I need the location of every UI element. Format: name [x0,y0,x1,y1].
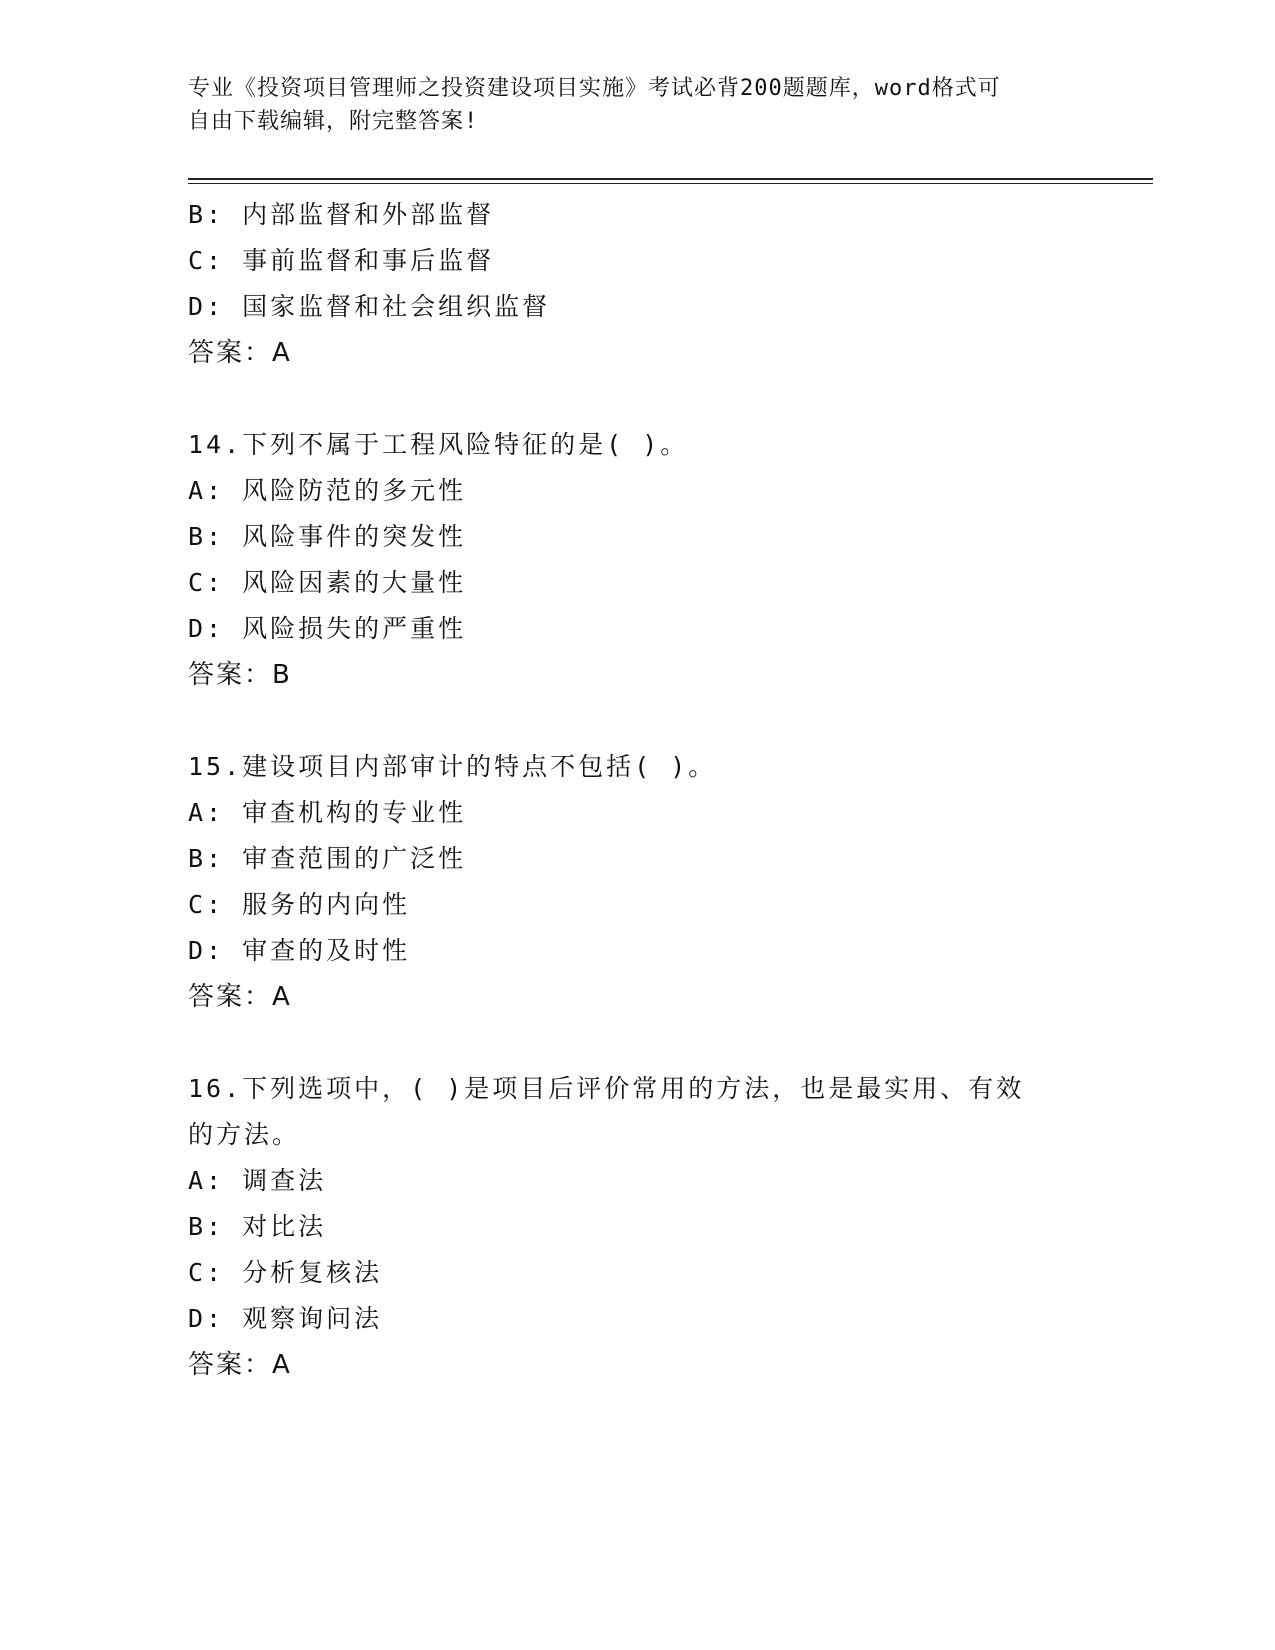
question-15 [188,744,1088,1020]
answer: 答案：A [188,982,292,1012]
option-b: B: 内部监督和外部监督 [188,200,495,229]
option-a: A: 调查法 [188,1166,327,1195]
option-c: C: 分析复核法 [188,1258,383,1287]
option-c: C: 事前监督和事后监督 [188,246,495,275]
option-c: C: 风险因素的大量性 [188,568,467,597]
question-text: 14.下列不属于工程风险特征的是( )。 [188,430,689,459]
option-d: D: 风险损失的严重性 [188,614,467,643]
option-a: A: 审查机构的专业性 [188,798,467,827]
option-d: D: 审查的及时性 [188,936,411,965]
spacer [188,698,1088,744]
header-divider [188,178,1153,184]
option-d: D: 观察询问法 [188,1304,383,1333]
question-14 [188,422,1088,698]
header-title-line-1: 专业《投资项目管理师之投资建设项目实施》考试必背200题题库，word格式可 [188,76,1001,101]
question-content [188,192,1088,1388]
option-d: D: 国家监督和社会组织监督 [188,292,551,321]
question-text-line-2: 的方法。 [188,1120,301,1149]
option-b: B: 风险事件的突发性 [188,522,467,551]
question-text-line-1: 16.下列选项中，( )是项目后评价常用的方法，也是最实用、有效 [188,1074,1025,1103]
option-c: C: 服务的内向性 [188,890,411,919]
question-text: 15.建设项目内部审计的特点不包括( )。 [188,752,717,781]
header-title-line-2: 自由下载编辑，附完整答案! [188,109,479,134]
question-16 [188,1066,1088,1388]
page-header [188,72,1068,138]
option-b: B: 审查范围的广泛性 [188,844,467,873]
answer: 答案：A [188,338,292,368]
spacer [188,1020,1088,1066]
question-13 [188,192,1088,376]
option-b: B: 对比法 [188,1212,327,1241]
answer: 答案：A [188,1350,292,1380]
spacer [188,376,1088,422]
option-a: A: 风险防范的多元性 [188,476,467,505]
answer: 答案：B [188,660,292,690]
